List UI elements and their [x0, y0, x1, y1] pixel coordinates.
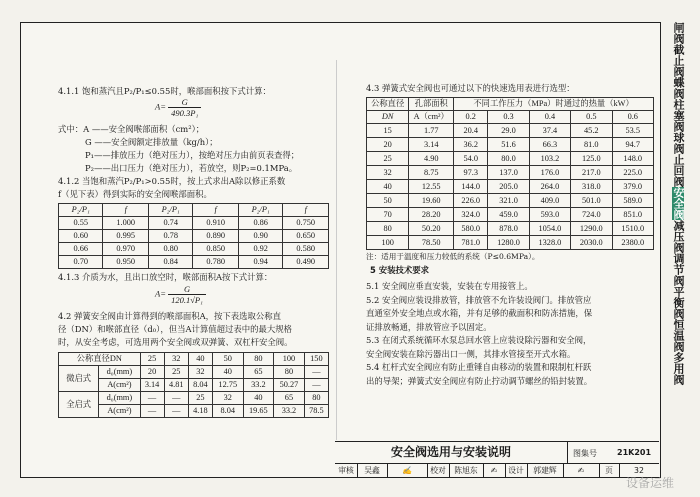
table-cell: 3.14	[140, 379, 164, 392]
table-cell: 0.78	[148, 230, 192, 243]
table-cell: 379.0	[612, 180, 654, 194]
table-cell: 25	[164, 366, 188, 379]
table-cell: 1510.0	[612, 222, 654, 236]
table-row	[367, 138, 654, 152]
para-4-1-1: 4.1.1 饱和蒸汽且P₂/P₁≤0.55时，喉部面积按下式计算：	[58, 86, 271, 96]
table-cell: 318.0	[571, 180, 612, 194]
table-cell: 29.0	[488, 124, 529, 138]
table-cell: 40	[243, 392, 274, 405]
install-line-6: 5.4 杠杆式安全阀应有防止重锤自由移动的装置和限制杠杆跃	[366, 362, 592, 372]
table-cell: 33.2	[274, 405, 305, 418]
table-header: 32	[164, 353, 188, 366]
formula-numerator: G	[168, 97, 201, 108]
table-header: 0.6	[612, 111, 654, 124]
table-cell: 0.70	[59, 256, 103, 269]
column-divider	[336, 60, 337, 440]
table-cell: 1328.0	[529, 236, 570, 250]
side-tab-7[interactable]: 减压阀	[672, 220, 685, 253]
table-cell: 0.84	[148, 256, 192, 269]
table-cell: 4.18	[188, 405, 212, 418]
table-cell: 19.60	[409, 194, 454, 208]
table-row	[367, 166, 654, 180]
table-header: 80	[243, 353, 274, 366]
section-5-heading: 5 安装技术要求	[370, 265, 429, 275]
formula-denominator: 120.1√P₁	[171, 295, 203, 305]
table-cell: 321.0	[488, 194, 529, 208]
table-cell: 0.94	[238, 256, 282, 269]
table-cell: 65	[274, 392, 305, 405]
table-cell: 12.75	[212, 379, 243, 392]
page-number: 32	[634, 466, 644, 475]
table-cell: 97.3	[454, 166, 488, 180]
table-cell: 724.0	[571, 208, 612, 222]
table-cell: 137.0	[488, 166, 529, 180]
table-cell: —	[164, 405, 188, 418]
table-header: 0.3	[488, 111, 529, 124]
para-4-1-2a: 4.1.2 当饱和蒸汽P₂/P₁>0.55时，按上式求出A除以修正系数	[58, 176, 286, 186]
table-cell: 25	[367, 152, 409, 166]
table-header: P₂/P₁	[238, 204, 282, 217]
table-cell: 0.90	[238, 230, 282, 243]
quick-selection-table	[366, 97, 654, 250]
table-cell: 0.80	[148, 243, 192, 256]
table-row	[59, 256, 329, 269]
table-row	[59, 217, 329, 230]
table-header: 100	[274, 353, 305, 366]
table-header: f	[103, 204, 149, 217]
design-label: 设计	[505, 464, 528, 478]
install-line-3: 证排放畅通，排放管应予以固定。	[366, 321, 492, 332]
table-cell: 103.2	[529, 152, 570, 166]
table-cell: 1280.0	[488, 236, 529, 250]
side-tab-3[interactable]: 柱塞阀	[672, 99, 685, 132]
install-line-4: 5.3 在闭式系统循环水泵总回水管上应装设除污器和安全阀，	[366, 335, 592, 345]
table-cell: 1290.0	[571, 222, 612, 236]
table-cell: 0.780	[193, 256, 239, 269]
table-header: P₂/P₁	[59, 204, 103, 217]
where-line-2: G ——安全阀额定排放量（kg/h）；	[85, 137, 218, 147]
table-cell: 80	[367, 222, 409, 236]
table-cell: 80	[274, 366, 305, 379]
group-label: 微启式	[59, 366, 99, 392]
table-header: P₂/P₁	[148, 204, 192, 217]
table-header: 25	[140, 353, 164, 366]
designer-name: 郭建辉	[527, 464, 564, 478]
table-cell: 226.0	[454, 194, 488, 208]
reviewer-name: 吴鑫	[357, 464, 388, 478]
table-cell: 20	[140, 366, 164, 379]
checker-signature: ✍	[483, 464, 506, 478]
table-cell: 40	[212, 366, 243, 379]
table-cell: 80.0	[488, 152, 529, 166]
side-tab-2[interactable]: 蝶阀	[672, 77, 685, 99]
where-line-4: P₂——出口压力（绝对压力），若放空，则P₂=0.1MPa。	[85, 163, 298, 173]
table-cell: 225.0	[612, 166, 654, 180]
table-cell: 0.92	[238, 243, 282, 256]
table-header: 40	[188, 353, 212, 366]
formula-lhs: A=	[155, 288, 166, 299]
page-label: 页	[599, 464, 620, 478]
table-header: 0.5	[571, 111, 612, 124]
table-cell: 50.20	[409, 222, 454, 236]
table-cell: —	[304, 366, 328, 379]
table-cell: 94.7	[612, 138, 654, 152]
table-cell: 851.0	[612, 208, 654, 222]
table-cell: 65	[243, 366, 274, 379]
review-label: 审核	[335, 464, 358, 478]
table-row	[367, 152, 654, 166]
table-cell: 0.60	[59, 230, 103, 243]
table-cell: 0.970	[103, 243, 149, 256]
table-header: DN	[367, 111, 409, 124]
install-line-7: 出的导架；弹簧式安全阀应有防止拧动调节螺丝的铅封装置。	[366, 375, 593, 386]
drawing-title: 安全阀选用与安装说明	[335, 442, 568, 463]
table-cell: 37.4	[529, 124, 570, 138]
table-header: 孔部面积	[409, 98, 454, 111]
formula-water	[155, 284, 206, 305]
table-cell: 0.890	[193, 230, 239, 243]
table-header: f	[193, 204, 239, 217]
table-cell: 580.0	[454, 222, 488, 236]
formula-denominator: 490.3P₁	[171, 108, 199, 118]
where-line-1: 式中：A ——安全阀喉部面积（cm²）；	[58, 124, 205, 134]
table-cell: 1.000	[103, 217, 149, 230]
table-cell: 70	[367, 208, 409, 222]
table-cell: 20.4	[454, 124, 488, 138]
table-cell: 1.77	[409, 124, 454, 138]
table-cell: 4.81	[164, 379, 188, 392]
table-cell: 8.04	[212, 405, 243, 418]
table-cell: 100	[367, 236, 409, 250]
table-cell: 12.55	[409, 180, 454, 194]
table-cell: 205.0	[488, 180, 529, 194]
table-cell: 2380.0	[612, 236, 654, 250]
table-cell: 176.0	[529, 166, 570, 180]
table-header: 0.2	[454, 111, 488, 124]
table-cell: 409.0	[529, 194, 570, 208]
side-tab-1[interactable]: 截止阀	[672, 44, 685, 77]
table-cell: —	[140, 405, 164, 418]
side-tab-4[interactable]: 球阀	[672, 132, 685, 154]
table-cell: 8.04	[188, 379, 212, 392]
table-row	[367, 208, 654, 222]
watermark-text: 设备运维	[625, 476, 674, 490]
table-cell: 15	[367, 124, 409, 138]
row-label: d₀(mm)	[99, 366, 140, 379]
table-cell: 878.0	[488, 222, 529, 236]
para-4-1-2b: f（见下表）得到实际的安全阀喉部面积。	[58, 189, 212, 199]
table-cell: 78.5	[304, 405, 328, 418]
table-cell: 28.20	[409, 208, 454, 222]
table-cell: 0.490	[283, 256, 329, 269]
table-cell: 50	[367, 194, 409, 208]
table-cell: 8.75	[409, 166, 454, 180]
reviewer-signature: ✍	[387, 464, 428, 478]
table-cell: 50.27	[274, 379, 305, 392]
where-line-3: P₁——排放压力（绝对压力），按绝对压力由前页表查得；	[85, 150, 300, 160]
row-label: d₀(mm)	[99, 392, 140, 405]
table-row	[367, 222, 654, 236]
title-block	[335, 441, 659, 477]
check-label: 校对	[427, 464, 450, 478]
table-cell: —	[164, 392, 188, 405]
table-row	[59, 230, 329, 243]
table-cell: 0.750	[283, 217, 329, 230]
table-cell: 40	[367, 180, 409, 194]
table-cell: 33.2	[243, 379, 274, 392]
f-factor-table	[58, 203, 329, 269]
table-header: 公称直径	[367, 98, 409, 111]
table-cell: 501.0	[571, 194, 612, 208]
table-note: 注：适用于温度和压力较低的系统（P≤0.6MPa）。	[366, 252, 540, 261]
table-cell: 4.90	[409, 152, 454, 166]
table-cell: 66.3	[529, 138, 570, 152]
table-row	[367, 180, 654, 194]
table-row	[367, 236, 654, 250]
table-cell: 80	[304, 392, 328, 405]
para-4-3: 4.3 弹簧式安全阀也可通过以下的快速选用表进行选型：	[366, 83, 575, 93]
table-cell: —	[304, 379, 328, 392]
table-cell: 32	[188, 366, 212, 379]
table-cell: 217.0	[571, 166, 612, 180]
table-cell: 0.66	[59, 243, 103, 256]
formula-steam	[155, 97, 201, 118]
table-row	[367, 124, 654, 138]
para-4-2-line2: 径（DN）和喉部直径（d₀），但当A计算值超过表中的最大规格	[58, 324, 292, 334]
install-line-5: 安全阀安装在除污器出口一侧，其排水管接至开式水箱。	[366, 348, 576, 359]
table-cell: 0.850	[193, 243, 239, 256]
table-cell: 0.74	[148, 217, 192, 230]
atlas-number: 21K201	[617, 448, 652, 457]
table-cell: 45.2	[571, 124, 612, 138]
dn-selection-table	[58, 352, 329, 418]
table-cell: 2030.0	[571, 236, 612, 250]
table-row	[367, 194, 654, 208]
install-line-2: 直通室外安全地点或水箱，并有足够的截面积和防冻措施，保	[366, 308, 593, 318]
table-cell: 593.0	[529, 208, 570, 222]
table-cell: 32	[212, 392, 243, 405]
side-tab-11[interactable]: 多用阀	[672, 352, 685, 385]
table-row	[59, 243, 329, 256]
table-cell: 3.14	[409, 138, 454, 152]
table-header: A（cm²）	[409, 111, 454, 124]
table-cell: 51.6	[488, 138, 529, 152]
table-cell: 81.0	[571, 138, 612, 152]
table-header: f	[283, 204, 329, 217]
table-cell: 19.65	[243, 405, 274, 418]
designer-signature: ✍	[563, 464, 600, 478]
table-cell: 148.0	[612, 152, 654, 166]
side-tab-5[interactable]: 止回阀	[672, 154, 685, 187]
table-cell: 125.0	[571, 152, 612, 166]
table-cell: 0.55	[59, 217, 103, 230]
install-line-1: 5.2 安全阀应装设排放管，排放管不允许装设阀门。排放管应	[366, 294, 592, 305]
table-cell: 589.0	[612, 194, 654, 208]
table-cell: 144.0	[454, 180, 488, 194]
signature-row	[335, 463, 659, 478]
table-cell: 20	[367, 138, 409, 152]
side-tab-6[interactable]: 安全阀	[672, 187, 685, 220]
table-cell: 25	[188, 392, 212, 405]
group-label: 全启式	[59, 392, 99, 418]
table-cell: 78.50	[409, 236, 454, 250]
side-index-tabs	[672, 22, 696, 478]
para-4-2-line1: 4.2 弹簧安全阀由计算得到的喉部面积A，按下表选取公称直	[58, 311, 282, 321]
table-cell: 36.2	[454, 138, 488, 152]
side-tab-8[interactable]: 调节阀	[672, 253, 685, 286]
table-cell: 0.995	[103, 230, 149, 243]
table-cell: —	[140, 392, 164, 405]
side-tab-10[interactable]: 恒温阀	[672, 319, 685, 352]
table-cell: 1054.0	[529, 222, 570, 236]
row-label: A(cm²)	[99, 405, 140, 418]
table-cell: 53.5	[612, 124, 654, 138]
table-cell: 54.0	[454, 152, 488, 166]
formula-numerator: G	[168, 284, 206, 295]
table-cell: 0.950	[103, 256, 149, 269]
side-tab-0[interactable]: 闸阀	[672, 22, 685, 44]
table-cell: 324.0	[454, 208, 488, 222]
table-header: 0.4	[529, 111, 570, 124]
table-header: 150	[304, 353, 328, 366]
table-cell: 0.86	[238, 217, 282, 230]
table-cell: 459.0	[488, 208, 529, 222]
side-tab-9[interactable]: 平衡阀	[672, 286, 685, 319]
formula-lhs: A=	[155, 101, 166, 112]
table-cell: 0.580	[283, 243, 329, 256]
atlas-label: 图集号	[573, 449, 597, 458]
table-cell: 0.910	[193, 217, 239, 230]
table-header: 不同工作压力（MPa）时通过的热量（kW）	[454, 98, 654, 111]
table-header: 公称直径DN	[59, 353, 141, 366]
para-4-2-line3: 时，从安全考虑，可选用两个安全阀或双弹簧、双杠杆安全阀。	[58, 337, 293, 347]
para-4-1-3: 4.1.3 介质为水，且出口放空时，喉部面积A按下式计算：	[58, 272, 273, 282]
checker-name: 陈旭东	[449, 464, 484, 478]
table-cell: 0.650	[283, 230, 329, 243]
table-header: 50	[212, 353, 243, 366]
install-line-0: 5.1 安全阀应垂直安装，安装在专用接管上。	[366, 281, 533, 291]
table-cell: 264.0	[529, 180, 570, 194]
row-label: A(cm²)	[99, 379, 140, 392]
table-cell: 781.0	[454, 236, 488, 250]
table-cell: 32	[367, 166, 409, 180]
